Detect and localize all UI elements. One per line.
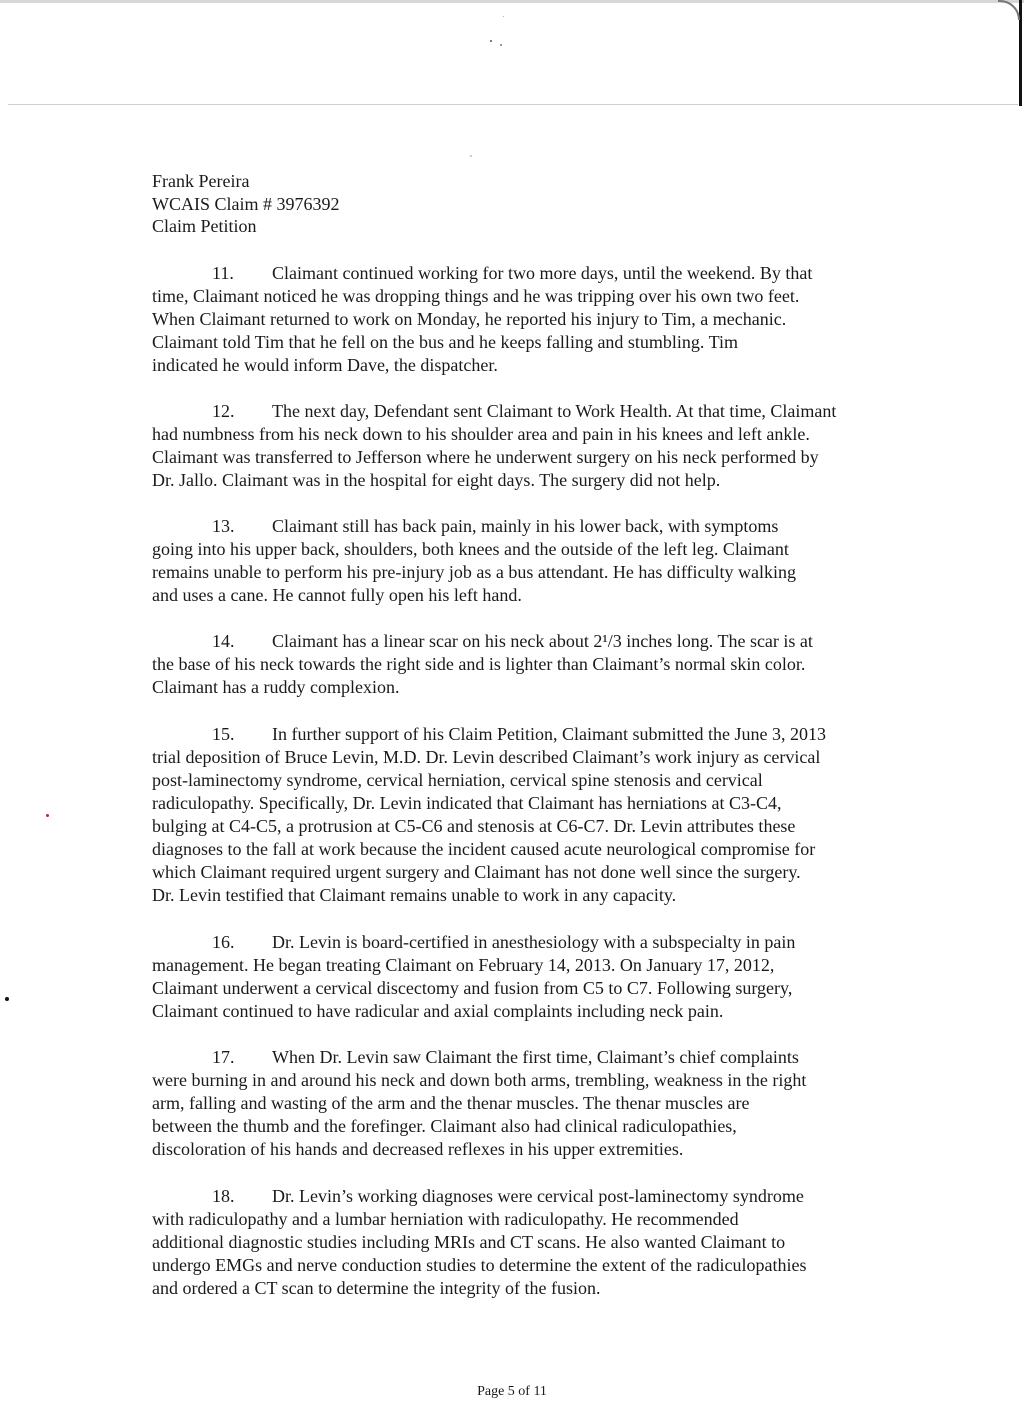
paragraph-number: 14. — [212, 631, 235, 651]
paragraph-number: 11. — [212, 263, 234, 283]
paragraph-14 — [152, 630, 922, 699]
scan-speck — [503, 16, 504, 17]
paragraph-text: Dr. Levin is board-certified in anesthesiology with a subspecialty in pain management. He began treating Claimant on February 14, 2013. On January 17, 2012, Claimant underwent a cervical discectomy and fusion from C5 to C7. Following surgery, Claimant continued to have radicular and axial complaints including neck pain. — [152, 932, 796, 1021]
scan-speck — [5, 997, 9, 1001]
paragraph-text: Dr. Levin’s working diagnoses were cervical post-laminectomy syndrome with radiculopathy and a lumbar herniation with radiculopathy. He recommended additional diagnostic studies including MRIs and CT scans. He also wanted Claimant to undergo EMGs and nerve conduction studies to determine the extent of the radiculopathies and ordered a CT scan to determine the integrity of the fusion. — [152, 1186, 807, 1298]
scan-speck — [490, 40, 492, 42]
paragraph-number: 17. — [212, 1047, 235, 1067]
scan-speck — [470, 155, 472, 157]
paragraph-text: In further support of his Claim Petition, Claimant submitted the June 3, 2013 trial deposition of Bruce Levin, M.D. Dr. Levin described Claimant’s work injury as cervical post-laminectomy syndrome, cervical herniation, cervical spine stenosis and cervical radiculopathy. Specifically, Dr. Levin indicated that Claimant has herniations at C3-C4, bulging at C4-C5, a protrusion at C5-C6 and stenosis at C6-C7. Dr. Levin attributes these diagnoses to the fall at work because the incident caused acute neurological compromise for which Claimant required urgent surgery and Claimant has not done well since the surgery. Dr. Levin testified that Claimant remains unable to work in any capacity. — [152, 724, 826, 905]
paragraph-18 — [152, 1185, 922, 1300]
scan-top-edge — [0, 0, 1024, 3]
paragraph-17 — [152, 1046, 922, 1161]
scan-page-corner — [998, 0, 1020, 20]
paragraph-number: 12. — [212, 401, 235, 421]
paragraph-number: 13. — [212, 516, 235, 536]
paragraph-number: 16. — [212, 932, 235, 952]
paragraph-number: 18. — [212, 1186, 235, 1206]
paragraph-16 — [152, 931, 922, 1023]
document-type: Claim Petition — [152, 216, 257, 236]
paragraph-text: Claimant has a linear scar on his neck about 2¹/3 inches long. The scar is at the base of his neck towards the right side and is lighter than Claimant’s normal skin color. Claimant has a ruddy complexion. — [152, 631, 813, 697]
document-header — [152, 170, 340, 238]
paragraph-text: Claimant continued working for two more days, until the weekend. By that time, Claimant noticed he was dropping things and he was tripping over his own two feet. When Claimant returned to work on Monday, he reported his injury to Tim, a mechanic. Claimant told Tim that he fell on the bus and he keeps falling and stumbling. Tim indicated he would inform Dave, the dispatcher. — [152, 263, 813, 375]
scan-fold-line — [8, 104, 1018, 105]
paragraph-text: Claimant still has back pain, mainly in his lower back, with symptoms going into his upper back, shoulders, both knees and the outside of the left leg. Claimant remains unable to perform his pre-injury job as a bus attendant. He has difficulty walking and uses a cane. He cannot fully open his left hand. — [152, 516, 797, 605]
scan-speck — [500, 44, 502, 46]
claim-number: WCAIS Claim # 3976392 — [152, 193, 340, 214]
paragraph-text: The next day, Defendant sent Claimant to Work Health. At that time, Claimant had numbness from his neck down to his shoulder area and pain in his knees and left ankle. Claimant was transferred to Jefferson where he underwent surgery on his neck performed by Dr. Jallo. Claimant was in the hospital for eight days. The surgery did not help. — [152, 401, 837, 490]
page-number: Page 5 of 11 — [477, 1384, 547, 1399]
paragraph-text: When Dr. Levin saw Claimant the first time, Claimant’s chief complaints were burning in and around his neck and down both arms, trembling, weakness in the right arm, falling and wasting of the arm and the thenar muscles. The thenar muscles are between the thumb and the forefinger. Claimant also had clinical radiculopathies, discoloration of his hands and decreased reflexes in his upper extremities. — [152, 1047, 807, 1159]
paragraph-15 — [152, 723, 922, 907]
claimant-name: Frank Pereira — [152, 171, 250, 191]
paragraph-13 — [152, 515, 922, 607]
paragraph-11 — [152, 262, 922, 377]
scan-speck — [46, 814, 49, 817]
paragraph-12 — [152, 400, 922, 492]
paragraph-number: 15. — [212, 724, 235, 744]
